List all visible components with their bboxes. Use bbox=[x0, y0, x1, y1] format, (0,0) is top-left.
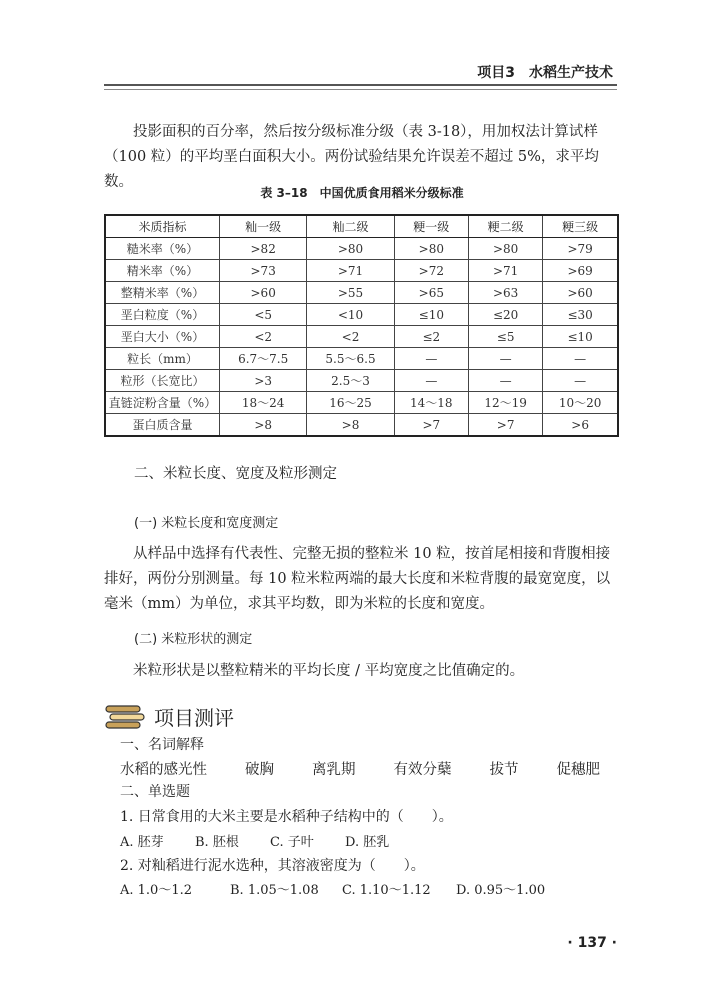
table-caption: 表 3–18 中国优质食用稻米分级标准 bbox=[260, 186, 464, 200]
table-cell: >80 bbox=[468, 238, 542, 260]
table-cell: ≤5 bbox=[468, 326, 542, 348]
option-item: C. 1.10～1.12 bbox=[342, 883, 431, 898]
table-row bbox=[105, 326, 618, 348]
section-heading: 二、米粒长度、宽度及粒形测定 bbox=[134, 466, 337, 482]
table-cell: 10～20 bbox=[543, 392, 618, 414]
table-row bbox=[105, 238, 618, 260]
part-heading: 一、名词解释 bbox=[120, 737, 204, 753]
table-cell: 粒长（mm） bbox=[105, 348, 220, 370]
table-cell: 12～19 bbox=[468, 392, 542, 414]
subsection-heading: (一) 米粒长度和宽度测定 bbox=[134, 516, 279, 531]
table-cell: 18～24 bbox=[220, 392, 307, 414]
table-cell: >65 bbox=[394, 282, 468, 304]
option-item: C. 子叶 bbox=[270, 835, 314, 850]
option-item: B. 胚根 bbox=[195, 835, 239, 850]
term-item: 促穗肥 bbox=[556, 762, 600, 778]
column-header: 米质指标 bbox=[105, 215, 220, 238]
term-item: 拔节 bbox=[489, 762, 519, 778]
question-text: 2. 对籼稻进行泥水选种，其溶液密度为（ ）。 bbox=[120, 858, 425, 874]
book-stack-icon bbox=[104, 703, 148, 729]
table-cell: >71 bbox=[468, 260, 542, 282]
table-cell: 整精米率（%） bbox=[105, 282, 220, 304]
table-cell: >63 bbox=[468, 282, 542, 304]
subsection-paragraph: 从样品中选择有代表性、完整无损的整粒米 10 粒，按首尾相接和背腹相接排好，两份分别测量。每 10 粒米粒两端的最大长度和米粒背腹的最宽宽度，以毫米（mm）为单位，求其平均数，即为米粒的长度和宽度。 bbox=[104, 546, 611, 612]
table-cell: 6.7～7.5 bbox=[220, 348, 307, 370]
table-cell: 2.5～3 bbox=[307, 370, 394, 392]
table-cell: >82 bbox=[220, 238, 307, 260]
option-item: D. 0.95～1.00 bbox=[456, 883, 546, 898]
table-cell: >6 bbox=[543, 414, 618, 437]
table-cell: >7 bbox=[468, 414, 542, 437]
option-item: D. 胚乳 bbox=[345, 835, 390, 850]
column-header: 籼一级 bbox=[220, 215, 307, 238]
table-cell: <2 bbox=[307, 326, 394, 348]
table-cell: ≤10 bbox=[543, 326, 618, 348]
header-rule-thin bbox=[104, 89, 617, 90]
table-cell: >79 bbox=[543, 238, 618, 260]
table-cell: ≤30 bbox=[543, 304, 618, 326]
question-options bbox=[120, 879, 556, 898]
table-cell: 5.5～6.5 bbox=[307, 348, 394, 370]
table-cell: 垩白大小（%） bbox=[105, 326, 220, 348]
table-cell: ≤20 bbox=[468, 304, 542, 326]
table-cell: >60 bbox=[220, 282, 307, 304]
running-head: 项目3 水稻生产技术 bbox=[477, 65, 613, 81]
table-cell: 糙米率（%） bbox=[105, 238, 220, 260]
table-cell: 16～25 bbox=[307, 392, 394, 414]
table-cell: 垩白粒度（%） bbox=[105, 304, 220, 326]
column-header: 籼二级 bbox=[307, 215, 394, 238]
table-cell: >8 bbox=[307, 414, 394, 437]
table-cell: <2 bbox=[220, 326, 307, 348]
part-heading: 二、单选题 bbox=[120, 784, 190, 800]
table-row bbox=[105, 260, 618, 282]
term-item: 离乳期 bbox=[312, 762, 356, 778]
term-list bbox=[120, 758, 638, 779]
table-cell: >8 bbox=[220, 414, 307, 437]
option-item: A. 胚芽 bbox=[120, 835, 164, 850]
table-cell: — bbox=[543, 348, 618, 370]
table-cell: — bbox=[468, 348, 542, 370]
evaluation-title-text: 项目测评 bbox=[154, 705, 234, 730]
table-cell: >60 bbox=[543, 282, 618, 304]
table-row bbox=[105, 370, 618, 392]
page-number: · 137 · bbox=[567, 935, 617, 951]
table-cell: >55 bbox=[307, 282, 394, 304]
evaluation-title bbox=[104, 700, 234, 732]
table-cell: ≤2 bbox=[394, 326, 468, 348]
question-text: 1. 日常食用的大米主要是水稻种子结构中的（ ）。 bbox=[120, 809, 453, 825]
table-cell: >3 bbox=[220, 370, 307, 392]
table-cell: >72 bbox=[394, 260, 468, 282]
table-header-row bbox=[105, 215, 618, 238]
table-cell: — bbox=[394, 348, 468, 370]
table-cell: >73 bbox=[220, 260, 307, 282]
header-rule bbox=[104, 84, 617, 86]
table-cell: 精米率（%） bbox=[105, 260, 220, 282]
column-header: 粳一级 bbox=[394, 215, 468, 238]
table-row bbox=[105, 348, 618, 370]
option-item: A. 1.0～1.2 bbox=[120, 883, 193, 898]
option-item: B. 1.05～1.08 bbox=[230, 883, 319, 898]
table-cell: — bbox=[468, 370, 542, 392]
table-cell: >69 bbox=[543, 260, 618, 282]
table-cell: 直链淀粉含量（%） bbox=[105, 392, 220, 414]
column-header: 粳二级 bbox=[468, 215, 542, 238]
table-cell: — bbox=[543, 370, 618, 392]
term-item: 破胸 bbox=[245, 762, 274, 778]
table-cell: 14～18 bbox=[394, 392, 468, 414]
term-item: 有效分蘖 bbox=[393, 762, 452, 778]
term-item: 水稻的感光性 bbox=[120, 762, 207, 778]
table-cell: <10 bbox=[307, 304, 394, 326]
table-cell: >80 bbox=[394, 238, 468, 260]
intro-paragraph: 投影面积的百分率，然后按分级标准分级（表 3-18），用加权法计算试样（100 粒）的平均垩白面积大小。两份试验结果允许误差不超过 5%，求平均数。 bbox=[104, 124, 599, 190]
table-cell: — bbox=[394, 370, 468, 392]
table-row bbox=[105, 414, 618, 437]
table-cell: >80 bbox=[307, 238, 394, 260]
subsection-heading: (二) 米粒形状的测定 bbox=[134, 632, 253, 647]
table-row bbox=[105, 304, 618, 326]
table-cell: 粒形（长宽比） bbox=[105, 370, 220, 392]
table-row bbox=[105, 392, 618, 414]
table-cell: ≤10 bbox=[394, 304, 468, 326]
rice-grade-table bbox=[104, 214, 619, 437]
table-cell: >7 bbox=[394, 414, 468, 437]
table-cell: >71 bbox=[307, 260, 394, 282]
question-options bbox=[120, 831, 420, 850]
column-header: 粳三级 bbox=[543, 215, 618, 238]
table-row bbox=[105, 282, 618, 304]
table-cell: <5 bbox=[220, 304, 307, 326]
table-cell: 蛋白质含量 bbox=[105, 414, 220, 437]
subsection-paragraph: 米粒形状是以整粒精米的平均长度 / 平均宽度之比值确定的。 bbox=[133, 663, 525, 679]
